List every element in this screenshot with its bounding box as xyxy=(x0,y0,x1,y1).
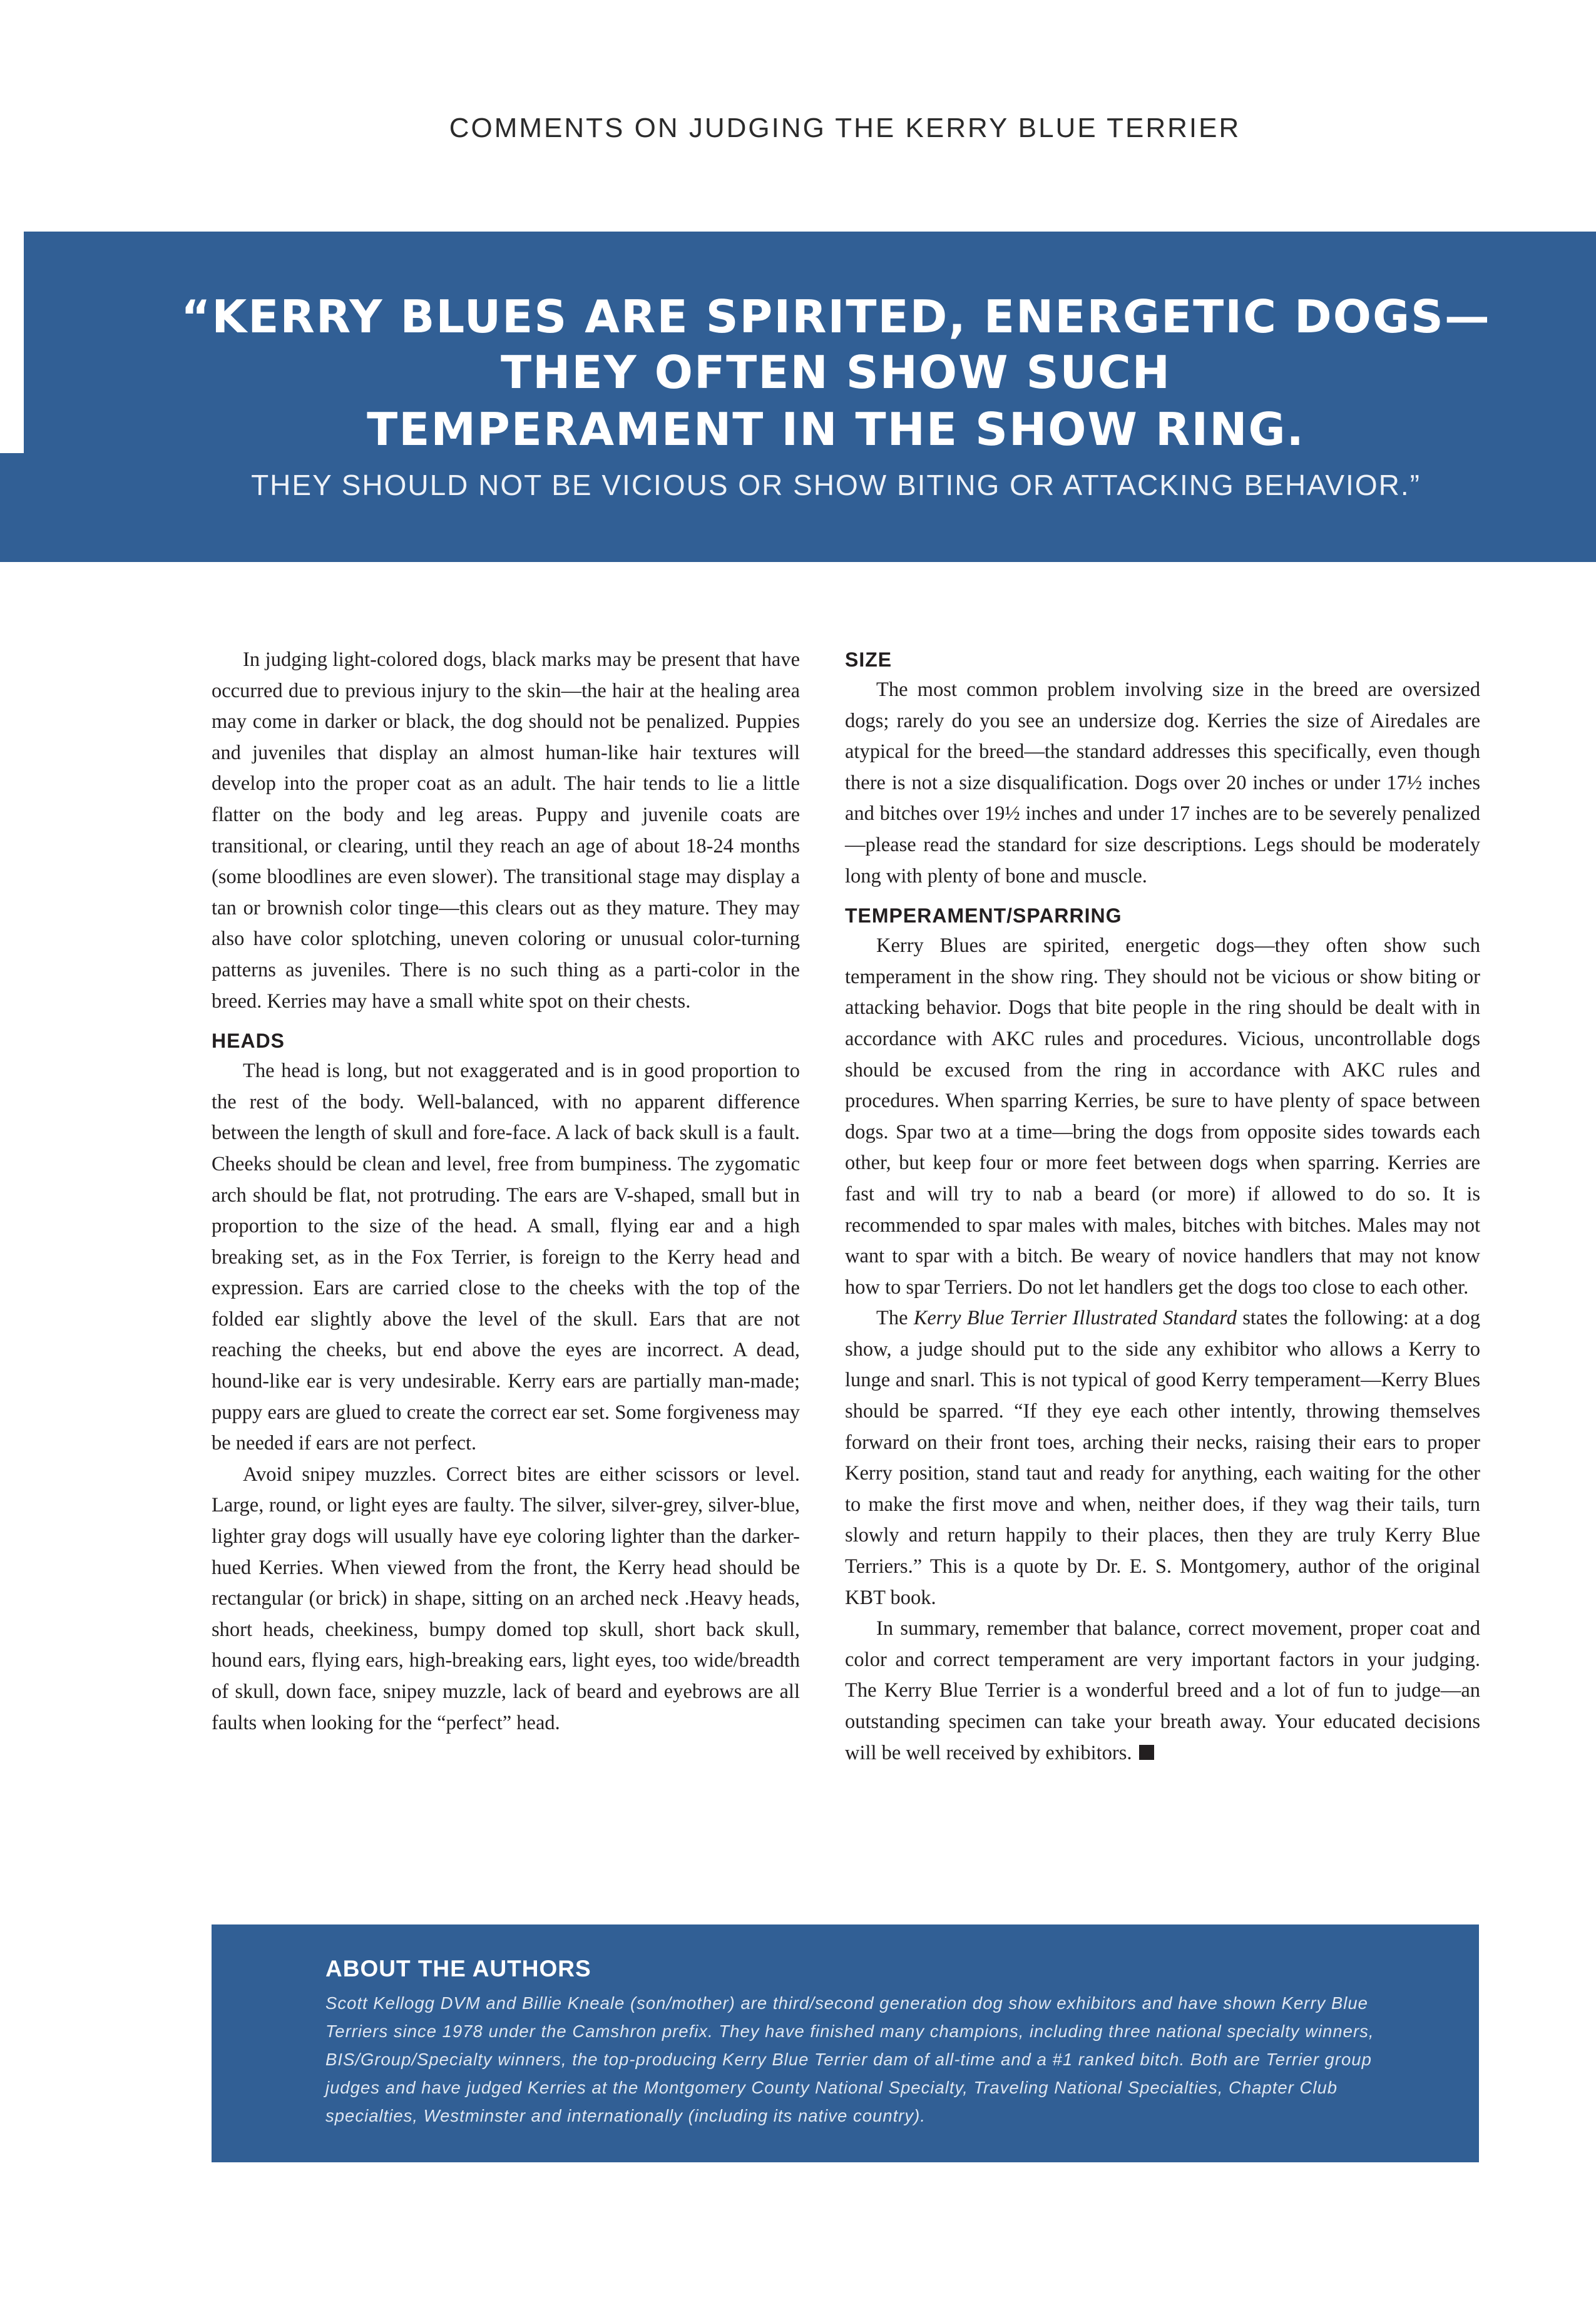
about-authors-box xyxy=(212,1924,1479,2162)
temperament-paragraph-2 xyxy=(845,1303,1480,1613)
about-authors-heading: ABOUT THE AUTHORS xyxy=(325,1956,591,1981)
right-column xyxy=(845,645,1480,1769)
heads-heading: HEADS xyxy=(212,1030,285,1053)
pull-quote-line-2: THEY OFTEN SHOW SUCH xyxy=(501,346,1171,399)
temperament-heading: TEMPERAMENT/SPARRING xyxy=(845,904,1122,928)
running-head: COMMENTS ON JUDGING THE KERRY BLUE TERRIER xyxy=(449,113,1241,143)
pull-quote-line-3: TEMPERAMENT IN THE SHOW RING. xyxy=(367,403,1305,456)
summary-text: In summary, remember that balance, correct movement, proper coat and color and correct temperament are very important factors in your judging. The Kerry Blue Terrier is a wonderful breed and a lot of fun to judge—an outstanding specimen can take your breath away. Your educated decisions will be well received by exhibitors. xyxy=(845,1617,1480,1764)
summary-paragraph xyxy=(845,1613,1480,1769)
left-column xyxy=(212,645,800,1739)
heads-paragraph-1: The head is long, but not exaggerated and is in good proportion to the rest of the body. Well-balanced, with no apparent difference between the length of skull and fore-face. A lack of back skull is a fault. Cheeks should be clean and level, free from bumpiness. The zygomatic arch should be flat, not protruding. The ears are V-shaped, small but in proportion to the size of the head. A small, flying ear and a high breaking set, as in the Fox Terrier, is foreign to the Kerry head and expression. Ears are carried close to the cheeks with the top of the folded ear slightly above the level of the skull. Ears that are not reaching the cheeks, but end above the eyes are incorrect. A dead, hound-like ear is very undesirable. Kerry ears are partially man-made; puppy ears are glued to create the correct ear set. Some forgiveness may be needed if ears are not perfect. xyxy=(212,1060,800,1455)
temperament-paragraph-1: Kerry Blues are spirited, energetic dogs—they often show such temperament in the show ring. They should not be vicious or show biting or attacking behavior. Dogs that bite people in the ring should be dealt with in accordance with AKC rules and procedures. Vicious, uncontrollable dogs should be excused from the ring in accordance with AKC rules and procedures. When sparring Kerries, be sure to have plenty of space between dogs. Spar two at a time—bring the dogs from opposite sides towards each other, but keep four or more feet between dogs when sparring. Kerries are fast and will try to nab a beard (or more) if allowed to do so. It is recommended to spar males with males, bitches with bitches. Males may not want to spar with a bitch. Be weary of novice handlers that may not know how to spar Terriers. Do not let handlers get the dogs too close to each other. xyxy=(845,934,1480,1299)
heads-paragraph-2: Avoid snipey muzzles. Correct bites are either scissors or level. Large, round, or light eyes are faulty. The silver, silver-grey, silver-blue, lighter gray dogs will usually have eye coloring lighter than the darker-hued Kerries. When viewed from the front, the Kerry head should be rectangular (or brick) in shape, sitting on an arched neck .Heavy heads, short heads, cheekiness, bumpy domed top skull, short back skull, hound ears, flying ears, high-breaking ears, light eyes, too wide/breadth of skull, down face, snipey muzzle, lack of beard and eyebrows are all faults when looking for the “perfect” head. xyxy=(212,1463,800,1734)
temperament-p2-rest: states the following: at a dog show, a judge should put to the side any exhibitor who allows a Kerry to lunge and snarl. This is not typical of good Kerry temperament—Kerry Blues should be sparred. “If they eye each other intently, throwing themselves forward on their front toes, arching their necks, raising their ears to proper Kerry position, stand taut and ready for anything, each waiting for the other to make the first move and when, neither does, if they wag their tails, turn slowly and return happily to their places, then they are truly Kerry Blue Terriers.” This is a quote by Dr. E. S. Montgomery, author of the original KBT book. xyxy=(845,1307,1480,1609)
pull-quote-line-4: THEY SHOULD NOT BE VICIOUS OR SHOW BITING OR ATTACKING BEHAVIOR.” xyxy=(251,469,1421,501)
size-heading: SIZE xyxy=(845,648,893,671)
end-mark-icon xyxy=(1139,1745,1154,1760)
banner-tab xyxy=(0,453,24,562)
book-title: Kerry Blue Terrier Illustrated Standard xyxy=(913,1307,1237,1330)
pull-quote-line-1: “KERRY BLUES ARE SPIRITED, ENERGETIC DOGS— xyxy=(181,290,1491,343)
temperament-p2-lead: The xyxy=(876,1307,908,1330)
about-authors-bio: Scott Kellogg DVM and Billie Kneale (son/mother) are third/second generation dog show exhibitors and have shown Kerry Blue Terriers since 1978 under the Camshron prefix. They have finished many champions, including three national specialty winners, BIS/Group/Specialty winners, the top-producing Kerry Blue Terrier dam of all-time and a #1 ranked bitch. Both are Terrier group judges and have judged Kerries at the Montgomery County National Specialty, Traveling National Specialties, Chapter Club specialties, Westminster and internationally (including its native country). xyxy=(325,1993,1374,2125)
pull-quote-banner xyxy=(24,232,1596,562)
intro-paragraph: In judging light-colored dogs, black marks may be present that have occurred due to previous injury to the skin—the hair at the healing area may come in darker or black, the dog should not be penalized. Puppies and juveniles that display an almost human-like hair textures will develop into the proper coat as an adult. The hair tends to lie a little flatter on the body and leg areas. Puppy and juvenile coats are transitional, or clearing, until they reach an age of about 18-24 months (some bloodlines are even slower). The transitional stage may display a tan or brownish color tinge—this clears out as they mature. They may also have color splotching, uneven coloring or unusual color-turning patterns as juveniles. There is no such thing as a parti-color in the breed. Kerries may have a small white spot on their chests. xyxy=(212,648,800,1013)
size-paragraph: The most common problem involving size in the breed are oversized dogs; rarely do you see an undersize dog. Kerries the size of Airedales are atypical for the breed—the standard addresses this specifically, even though there is not a size disqualification. Dogs over 20 inches or under 17½ inches and bitches over 19½ inches and under 17 inches are to be severely penalized—please read the standard for size descriptions. Legs should be moderately long with plenty of bone and muscle. xyxy=(845,678,1480,887)
